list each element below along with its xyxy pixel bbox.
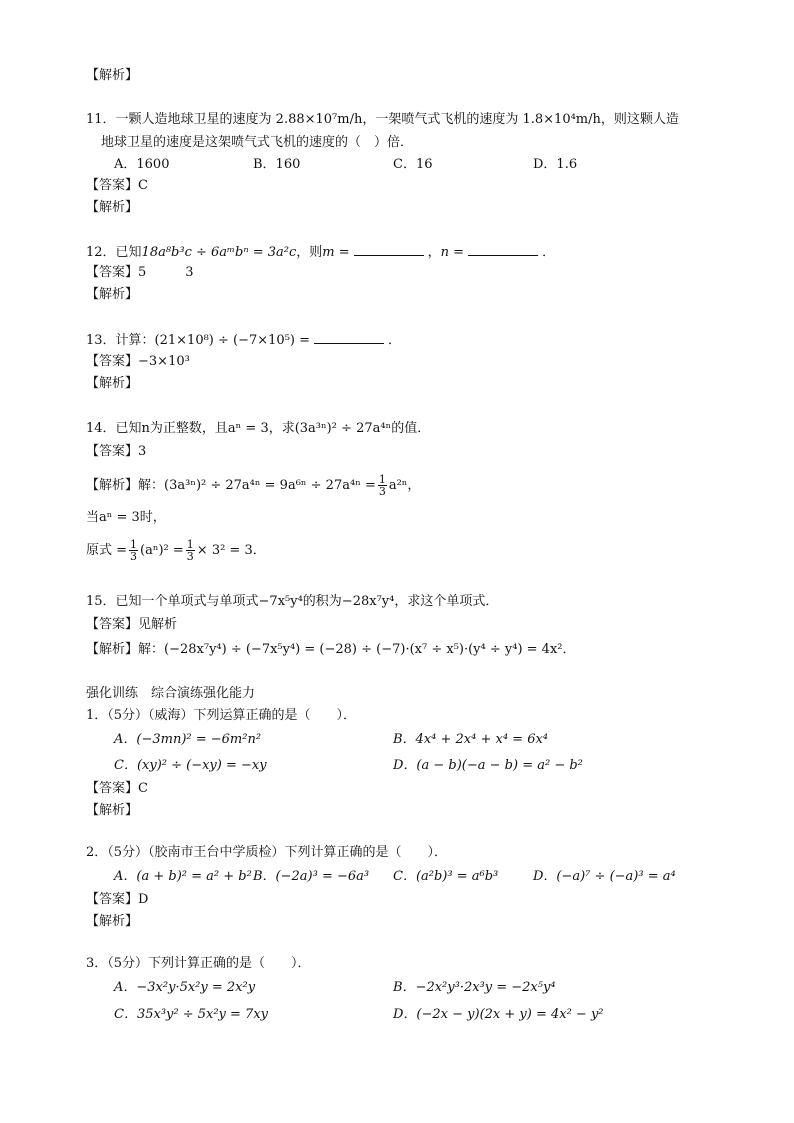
q11-answer-row (86, 177, 148, 195)
fraction-one-third: $\frac{1}{3}$ (378, 473, 386, 498)
q12-expression: 18a⁸b³c ÷ 6aᵐbⁿ = 3a²c (141, 245, 297, 260)
p3-option-d: D．(−2x − y)(2x + y) = 4x² − y² (393, 1007, 604, 1022)
answer-label: 【答案】 (86, 354, 139, 369)
answer-label: 【答案】 (86, 444, 139, 459)
answer-label: 【答案】 (86, 781, 139, 796)
q11-stem-line1: 11．一颗人造地球卫星的速度为 2.88×10⁷m/h，一架喷气式飞机的速度为 1.8×10⁴m/h，则这颗人造 (86, 112, 679, 127)
p2-option-a: A．(a + b)² = a² + b² (114, 869, 252, 884)
q11-stem-line2: 地球卫星的速度是这架喷气式飞机的速度的（ ）倍． (101, 135, 414, 150)
p1-stem: 1．（5分）（威海）下列运算正确的是（ ）． (86, 708, 357, 723)
q12-mid: ，则 (296, 245, 323, 260)
q12-prefix: 12．已知 (86, 245, 142, 260)
q14-orig-tail: × 3² = 3． (196, 543, 266, 558)
q14-orig-mid: (aⁿ)² = (140, 543, 184, 558)
p2-option-c: C．(a²b)³ = a⁶b³ (393, 869, 499, 884)
p3-option-a: A．−3x²y·5x²y = 2x²y (114, 980, 256, 995)
q14-solution-tail: a²ⁿ， (388, 478, 421, 493)
analysis-label: 【解析】 (86, 200, 139, 215)
q11-option-a: A．1600 (114, 157, 170, 172)
p2-answer-row (86, 891, 148, 909)
q14-answer: 3 (138, 444, 147, 459)
q15-solution-row (86, 641, 576, 659)
fraction-one-third: $\frac{1}{3}$ (186, 538, 194, 563)
p1-option-a: A．(−3mn)² = −6m²n² (114, 732, 262, 747)
q14-orig-prefix: 原式 = (86, 543, 128, 558)
q15-stem: 15．已知一个单项式与单项式−7x⁵y⁴的积为−28x⁷y⁴，求这个单项式． (86, 594, 499, 609)
q12-answer-row (86, 264, 194, 282)
q14-solution-intro: 解：(3a³ⁿ)² ÷ 27a⁴ⁿ = 9a⁶ⁿ ÷ 27a⁴ⁿ = (138, 478, 376, 493)
p1-option-b: B．4x⁴ + 2x⁴ + x⁴ = 6x⁴ (393, 732, 549, 747)
p2-option-b: B．(−2a)³ = −6a³ (253, 869, 370, 884)
q12-m-blank[interactable] (354, 242, 424, 256)
p3-option-c: C．35x³y² ÷ 5x²y = 7xy (114, 1007, 269, 1022)
analysis-label: 【解析】 (86, 642, 139, 657)
analysis-label: 【解析】 (86, 803, 139, 818)
q14-solution-line1 (86, 474, 420, 497)
q14-original-expr (86, 539, 266, 562)
p1-option-c: C．(xy)² ÷ (−xy) = −xy (114, 758, 267, 773)
answer-label: 【答案】 (86, 617, 139, 632)
q13-expression: (21×10⁸) ÷ (−7×10⁵) = (154, 333, 311, 348)
q12-answer: 5 3 (138, 265, 194, 280)
section-heading: 强化训练 综合演练强化能力 (86, 686, 256, 701)
q15-answer: 见解析 (138, 617, 178, 632)
p1-answer: C (138, 781, 148, 796)
q11-answer: C (138, 178, 148, 193)
analysis-label: 【解析】 (86, 287, 139, 302)
p2-option-d: D．(−a)⁷ ÷ (−a)³ = a⁴ (533, 869, 676, 884)
analysis-label: 【解析】 (86, 914, 139, 929)
q11-option-d: D．1.6 (533, 157, 578, 172)
fraction-one-third: $\frac{1}{3}$ (130, 538, 138, 563)
answer-label: 【答案】 (86, 178, 139, 193)
q12-n-blank[interactable] (468, 242, 538, 256)
p1-option-d: D．(a − b)(−a − b) = a² − b² (393, 758, 583, 773)
q13-answer-row (86, 353, 190, 371)
answer-label: 【答案】 (86, 265, 139, 280)
q13-prefix: 13．计算： (86, 333, 155, 348)
q15-answer-row (86, 616, 177, 634)
analysis-label: 【解析】 (86, 376, 139, 391)
q15-solution: 解：(−28x⁷y⁴) ÷ (−7x⁵y⁴) = (−28) ÷ (−7)·(x⁷ ÷ x⁵)·(y⁴ ÷ y⁴) = 4x²． (138, 642, 576, 657)
p2-answer: D (138, 892, 149, 907)
q12-n-label: n = (440, 245, 465, 260)
q13-stem: 13．计算：(21×10⁸) ÷ (−7×10⁵) = ． (86, 330, 401, 350)
q13-blank[interactable] (314, 330, 384, 344)
q14-when: 当aⁿ = 3时， (86, 510, 166, 525)
analysis-label: 【解析】 (86, 68, 139, 83)
q12-stem: 12．已知18a⁸b³c ÷ 6aᵐbⁿ = 3a²c，则m = ，n = ． (86, 242, 555, 262)
q14-answer-row (86, 443, 146, 461)
analysis-label: 【解析】 (86, 478, 139, 493)
p2-stem: 2．（5分）（胶南市王台中学质检）下列计算正确的是（ ）． (86, 845, 448, 860)
answer-label: 【答案】 (86, 892, 139, 907)
p3-option-b: B．−2x²y³·2x³y = −2x⁵y⁴ (393, 980, 556, 995)
q11-option-c: C．16 (393, 157, 433, 172)
p3-stem: 3．（5分）下列计算正确的是（ ）． (86, 956, 311, 971)
q11-option-b: B．160 (253, 157, 301, 172)
p1-answer-row (86, 780, 148, 798)
q13-answer: −3×10³ (138, 354, 190, 369)
q12-m-label: m = (322, 245, 350, 260)
q14-stem: 14．已知n为正整数，且aⁿ = 3，求(3a³ⁿ)² ÷ 27a⁴ⁿ的值． (86, 421, 431, 436)
